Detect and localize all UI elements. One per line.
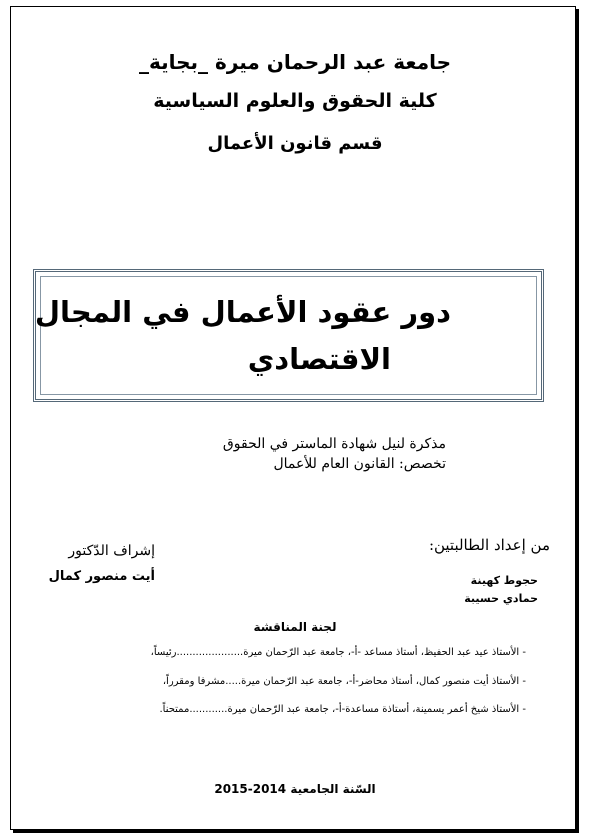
faculty-name: كلية الحقوق والعلوم السياسية <box>153 90 437 112</box>
supervisor-label: إشراف الدّكتور <box>68 543 155 559</box>
supervisor-name: أيت منصور كمال <box>48 569 155 584</box>
thesis-title-line-2: الاقتصادي <box>247 342 391 376</box>
department-name: قسم قانون الأعمال <box>207 133 383 154</box>
academic-year: السّنة الجامعية 2014-2015 <box>214 782 376 796</box>
degree-statement: مذكرة لنيل شهادة الماستر في الحقوق <box>222 436 446 452</box>
title-box <box>33 269 544 402</box>
committee-member: - الأستاذ عيد عبد الحفيظ، أستاذ مساعد -أ-، جامعة عبد الرّحمان ميرة.....................رئيساً، <box>150 647 526 658</box>
student-name: حجوط كهينة <box>470 574 538 587</box>
specialization: تخصص: القانون العام للأعمال <box>273 456 446 472</box>
thesis-title-line-1: دور عقود الأعمال في المجال <box>34 295 451 329</box>
prepared-by-label: من إعداد الطالبتين: <box>428 536 550 554</box>
committee-title: لجنة المناقشة <box>253 620 337 634</box>
university-name: جامعة عبد الرحمان ميرة _بجاية_ <box>138 50 452 74</box>
student-name: حمادي حسيبة <box>464 592 538 605</box>
committee-member: - الأستاذ أيت منصور كمال، أستاذ محاضر-أ-، جامعة عبد الرّحمان ميرة.....مشرفا ومقرراً، <box>162 676 526 687</box>
title-box-inner-border <box>40 276 537 395</box>
students-list <box>464 572 538 608</box>
committee-member: - الأستاذ شيخ أعمر يسمينة، أستاذة مساعدة-أ-، جامعة عبد الرّحمان ميرة............ممتحناً. <box>159 704 526 715</box>
